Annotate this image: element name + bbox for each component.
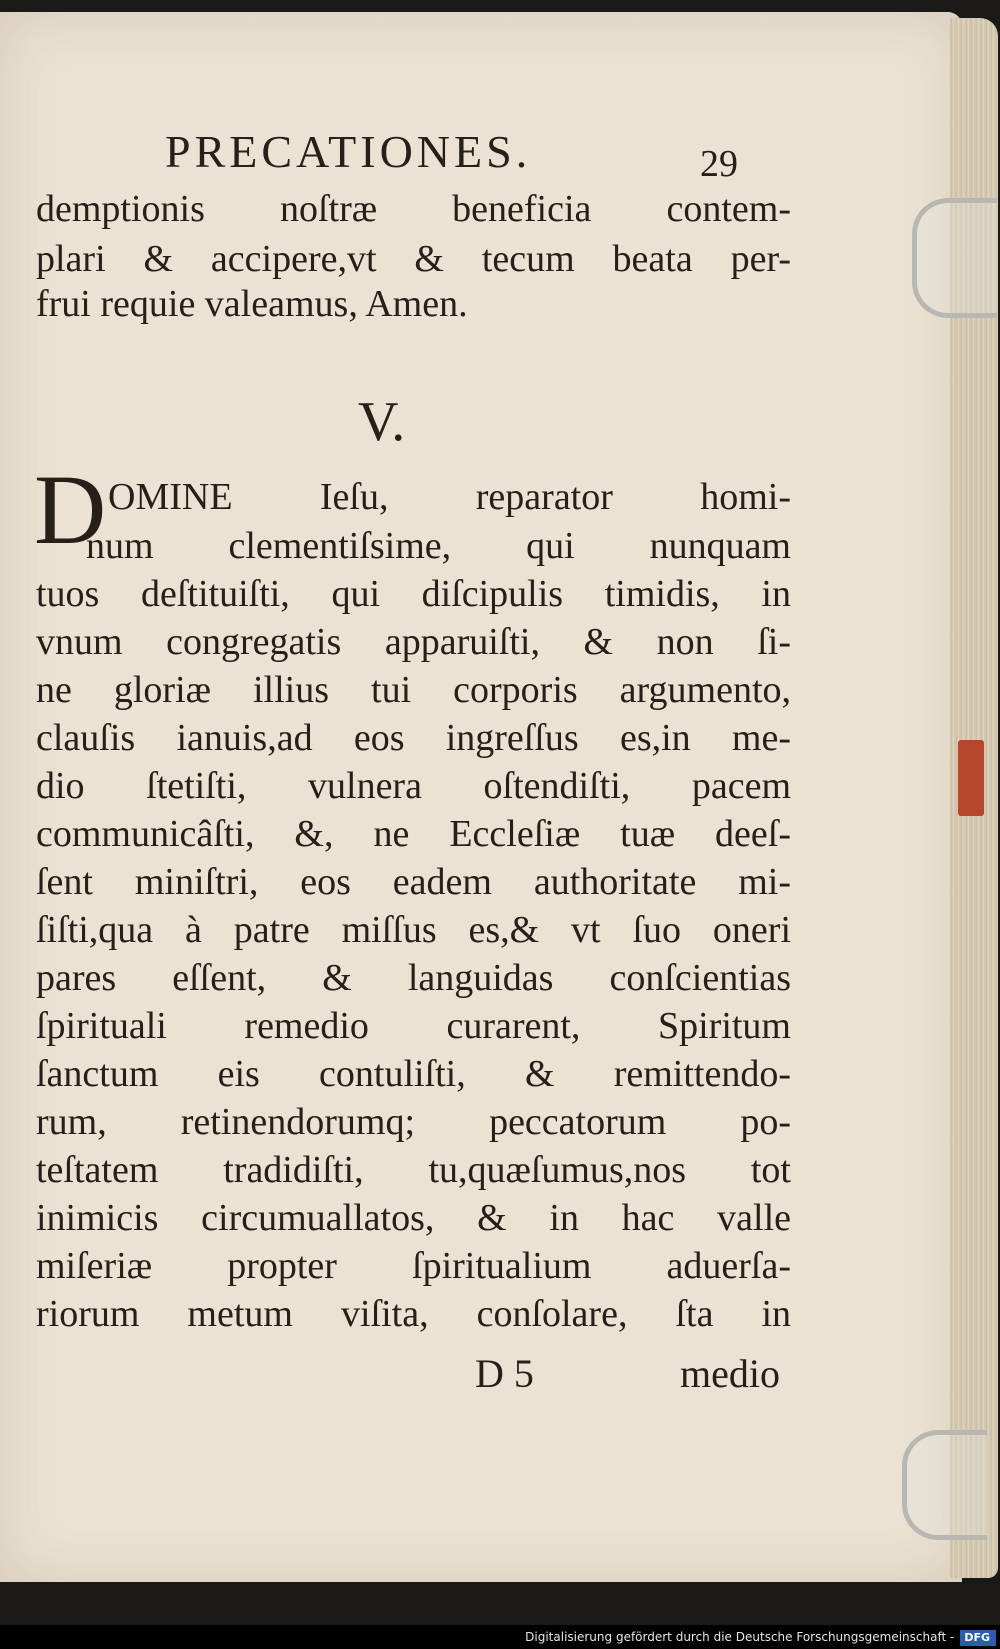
text-line: clauſis ianuis,ad eos ingreſſus es,in me- — [36, 717, 791, 759]
text-line: miſeriæ propter ſpiritualium aduerſa- — [36, 1245, 791, 1287]
section-number: V. — [358, 391, 406, 453]
page-number: 29 — [700, 143, 738, 185]
text-line: ſent miniſtri, eos eadem authoritate mi- — [36, 861, 791, 903]
text-line: ſanctum eis contuliſti, & remittendo- — [36, 1053, 791, 1095]
text-line: ſpirituali remedio curarent, Spiritum — [36, 1005, 791, 1047]
text-line: dio ſtetiſti, vulnera oſtendiſti, pacem — [36, 765, 791, 807]
text-line: plari & accipere,vt & tecum beata per- — [36, 238, 791, 280]
text-line: teſtatem tradidiſti, tu,quæſumus,nos tot — [36, 1149, 791, 1191]
catchword: medio — [680, 1351, 780, 1396]
drop-cap: D — [34, 454, 107, 565]
footer-bar — [0, 1625, 1000, 1649]
text-line-first: OMINE Ieſu, reparator homi- — [108, 476, 791, 518]
signature-mark: D 5 — [475, 1351, 534, 1396]
text-line: pares eſſent, & languidas conſcientias — [36, 957, 791, 999]
text-line: ne gloriæ illius tui corporis argumento, — [36, 669, 791, 711]
text-line: inimicis circumuallatos, & in hac valle — [36, 1197, 791, 1239]
text-line: tuos deſtituiſti, qui diſcipulis timidis, in — [36, 573, 791, 615]
dfg-logo: DFG — [960, 1630, 996, 1646]
text-line: frui requie valeamus, Amen. — [36, 283, 468, 325]
running-title: PRECATIONES. — [165, 126, 532, 177]
text-line: ſiſti,qua à patre miſſus es,& vt ſuo oneri — [36, 909, 791, 951]
text-line: num clementiſsime, qui nunquam — [86, 525, 791, 567]
text-line: demptionis noſtræ beneficia contem- — [36, 188, 791, 230]
footer-credit: Digitalisierung gefördert durch die Deutsche Forschungsgemeinschaft - — [525, 1630, 955, 1644]
text-line: rum, retinendorumq; peccatorum po- — [36, 1101, 791, 1143]
text-line: communicâſti, &, ne Eccleſiæ tuæ deeſ- — [36, 813, 791, 855]
text-line: vnum congregatis apparuiſti, & non ſi- — [36, 621, 791, 663]
text-line: riorum metum viſita, conſolare, ſta in — [36, 1293, 791, 1335]
